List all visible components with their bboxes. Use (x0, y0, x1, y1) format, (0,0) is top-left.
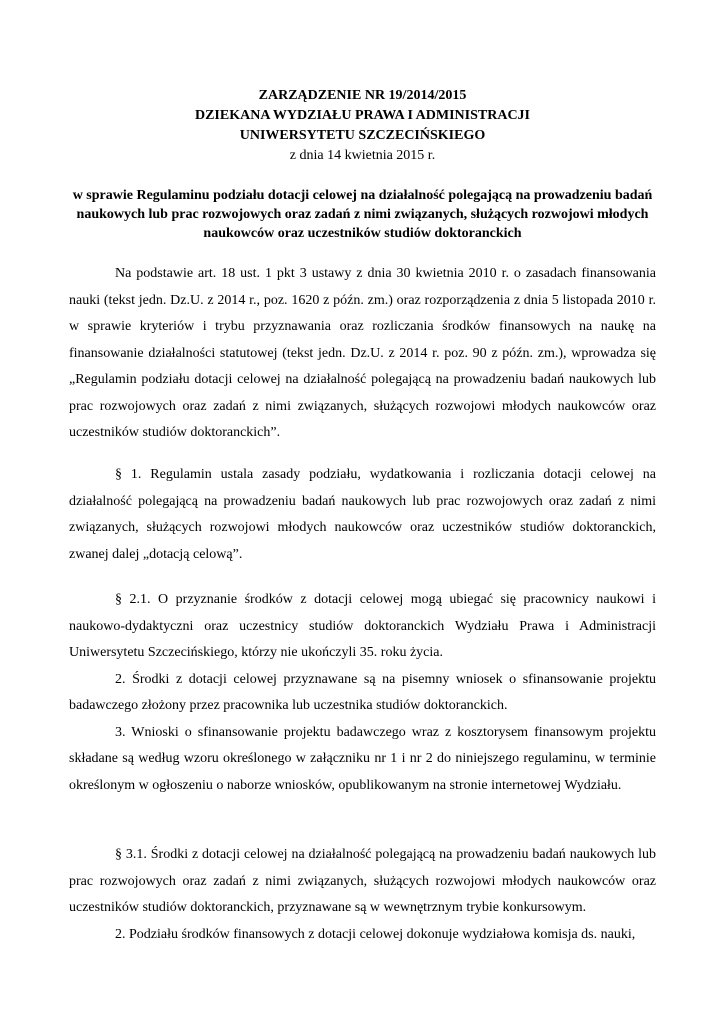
intro-section (69, 261, 656, 447)
document-subject: w sprawie Regulaminu podziału dotacji celowej na działalność polegającą na prowadzeniu badań naukowych lub prac rozwojowych oraz zadań z nimi związanych, służących rozwojowi młodych naukowców oraz uczestników studiów doktoranckich (72, 188, 653, 241)
section-1 (69, 462, 656, 568)
title-line-1: ZARZĄDZENIE NR 19/2014/2015 (258, 88, 467, 103)
intro-paragraph: Na podstawie art. 18 ust. 1 pkt 3 ustawy z dnia 30 kwietnia 2010 r. o zasadach finansowania nauki (tekst jedn. Dz.U. z 2014 r., poz. 1620 z późn. zm.) oraz rozporządzenia z dnia 5 listopada 2010 r. w sprawie kryteriów i trybu przyznawania oraz rozliczania środków finansowych na naukę na finansowanie działalności statutowej (tekst jedn. Dz.U. z 2014 r. poz. 90 z późn. zm.), wprowadza się „Regulamin podziału dotacji celowej na działalność polegającą na prowadzeniu badań naukowych lub prac rozwojowych oraz zadań z nimi związanych, służących rozwojowi młodych naukowców oraz uczestników studiów doktoranckich”. (69, 266, 656, 440)
section-2-paragraph-1: § 2.1. O przyznanie środków z dotacji celowej mogą ubiegać się pracownicy naukowi i naukowo-dydaktyczni oraz uczestnicy studiów doktoranckich Wydziału Prawa i Administracji Uniwersytetu Szczecińskiego, którzy nie ukończyli 35. roku życia. (69, 592, 656, 660)
title-line-3: UNIWERSYTETU SZCZECIŃSKIEGO (239, 128, 486, 143)
section-3 (69, 842, 656, 948)
section-2 (69, 587, 656, 799)
section-3-paragraph-2: 2. Podziału środków finansowych z dotacji celowej dokonuje wydziałowa komisja ds. nauki, (115, 926, 636, 942)
section-3-paragraph-1: § 3.1. Środki z dotacji celowej na działalność polegającą na prowadzeniu badań naukowych lub prac rozwojowych oraz zadań z nimi związanych, służących rozwojowi młodych naukowców oraz uczestników studiów doktoranckich, przyznawane są w wewnętrznym trybie konkursowym. (69, 847, 656, 915)
section-2-paragraph-3: 3. Wnioski o sfinansowanie projektu badawczego wraz z kosztorysem finansowym projektu składane są według wzoru określonego w załączniku nr 1 i nr 2 do niniejszego regulaminu, w terminie określonym w ogłoszeniu o naborze wniosków, opublikowanym na stronie internetowej Wydziału. (69, 724, 656, 793)
document-date: z dnia 14 kwietnia 2015 r. (289, 148, 436, 163)
document-title (0, 86, 725, 146)
section-1-paragraph: § 1. Regulamin ustala zasady podziału, wydatkowania i rozliczania dotacji celowej na działalność polegającą na prowadzeniu badań naukowych lub prac rozwojowych oraz zadań z nimi związanych, służących rozwojowi młodych naukowców oraz uczestników studiów doktoranckich, zwanej dalej „dotacją celową”. (69, 467, 656, 562)
title-line-2: DZIEKANA WYDZIAŁU PRAWA I ADMINISTRACJI (194, 108, 531, 123)
section-2-paragraph-2: 2. Środki z dotacji celowej przyznawane są na pisemny wniosek o sfinansowanie projektu badawczego złożony przez pracownika lub uczestnika studiów doktoranckich. (69, 671, 656, 713)
